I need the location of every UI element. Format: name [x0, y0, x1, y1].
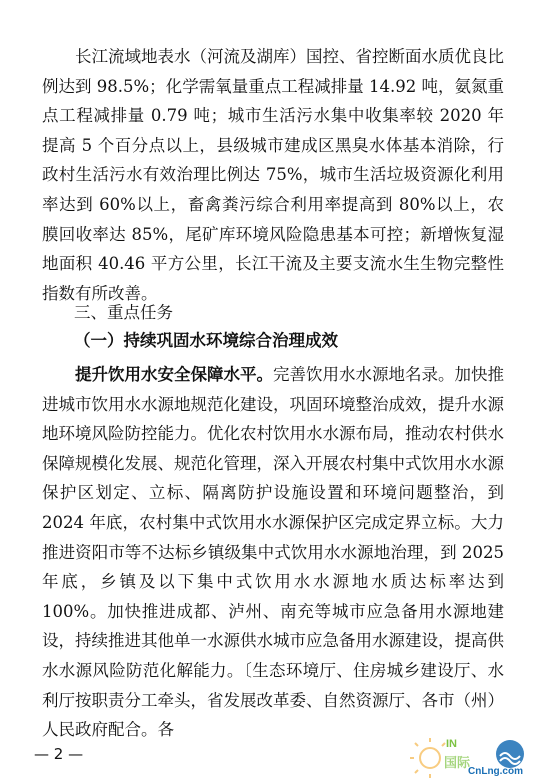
- watermark-site: CnLng.com: [468, 766, 523, 777]
- paragraph-drinking-water: [42, 360, 504, 745]
- watermark-text-top: IN: [446, 738, 457, 750]
- watermark-text-cn: 国际: [444, 755, 471, 770]
- subsection-heading: （一）持续巩固水环境综合治理成效: [74, 331, 338, 350]
- site-watermark: [406, 734, 530, 780]
- section-heading: 三、重点任务: [74, 303, 173, 322]
- paragraph-targets: 长江流域地表水（河流及湖库）国控、省控断面水质优良比例达到 98.5%；化学需氧量重点工程减排量 14.92 吨，氨氮重点工程减排量 0.79 吨；城市生活污水集中收集率较 2020 年提高 5 个百分点以上，县级城市建成区黑臭水体基本消除，行政村生活污水有效治理比例达 75%，城市生活垃圾资源化利用率达到 60%以上，畜禽粪污综合利用率提高到 80%以上，农膜回收率达 85%，尾矿库环境风险隐患基本可控；新增恢复湿地面积 40.46 平方公里，长江干流及主要支流水生生物完整性指数有所改善。: [42, 47, 504, 303]
- paragraph-lead: 提升饮用水安全保障水平。: [75, 365, 273, 384]
- page-number: — 2 —: [34, 745, 84, 763]
- paragraph-body: 完善饮用水水源地名录。加快推进城市饮用水水源地规范化建设，巩固环境整治成效，提升水源地环境风险防控能力。优化农村饮用水水源布局，推动农村供水保障规模化发展、规范化管理，深入开展农村集中式饮用水水源保护区划定、立标、隔离防护设施设置和环境问题整治，到 2024 年底，农村集中式饮用水水源保护区完成定界立标。大力推进资阳市等不达标乡镇级集中式饮用水水源地治理，到 2025 年底，乡镇及以下集中式饮用水水源地水质达标率达到 100%。加快推进成都、泸州、南充等城市应急备用水源地建设，持续推进其他单一水源供水城市应急备用水源建设，提高供水水源风险防范化解能力。〔生态环境厅、住房城乡建设厅、水利厅按职责分工牵头，省发展改革委、自然资源厅、各市（州）人民政府配合。各: [42, 365, 504, 740]
